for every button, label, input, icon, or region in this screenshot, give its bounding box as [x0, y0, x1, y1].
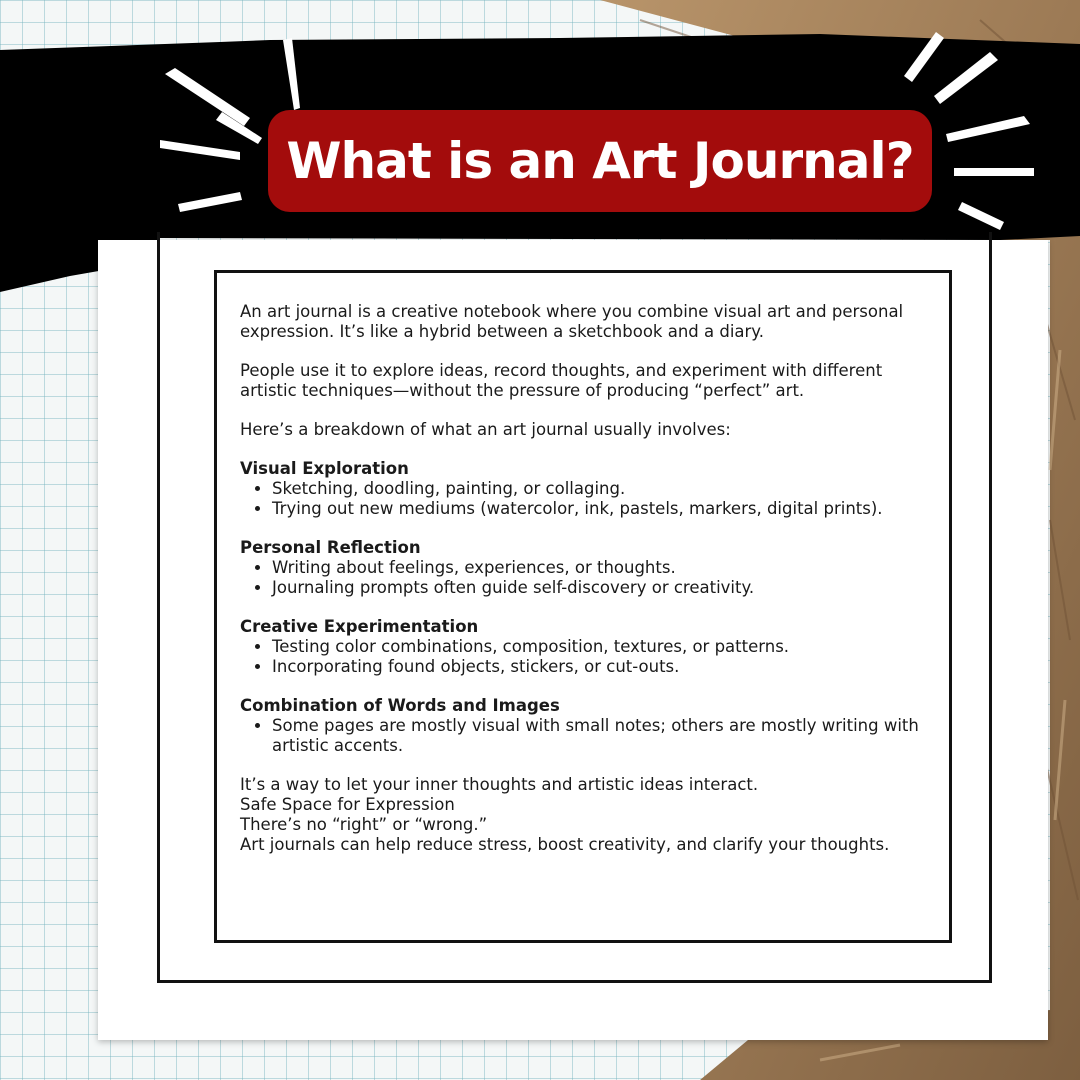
- intro-paragraph: Here’s a breakdown of what an art journal usually involves:: [240, 420, 731, 439]
- intro-paragraph: An art journal is a creative notebook where you combine visual art and personal expression. It’s like a hybrid between a sketchbook and a diary.: [240, 302, 904, 341]
- bullet-list: [240, 479, 930, 519]
- article-body: [240, 302, 930, 855]
- bullet-list: [240, 716, 930, 756]
- closing-line: It’s a way to let your inner thoughts and artistic ideas interact.: [240, 775, 759, 794]
- list-item: • Journaling prompts often guide self-discovery or creativity.: [272, 578, 930, 598]
- section-heading: Personal Reflection: [240, 538, 421, 557]
- closing-line: Safe Space for Expression: [240, 795, 455, 814]
- closing-text: [240, 775, 930, 855]
- list-item: • Some pages are mostly visual with small notes; others are mostly writing with artistic accents.: [272, 716, 930, 756]
- bullet-list: [240, 558, 930, 598]
- section-creative-experimentation: [240, 617, 930, 677]
- list-item: • Incorporating found objects, stickers, or cut-outs.: [272, 657, 930, 677]
- section-visual-exploration: [240, 459, 930, 519]
- section-heading: Combination of Words and Images: [240, 696, 560, 715]
- section-words-and-images: [240, 696, 930, 756]
- closing-line: Art journals can help reduce stress, boost creativity, and clarify your thoughts.: [240, 835, 890, 854]
- title-banner: [268, 110, 932, 212]
- list-item: • Writing about feelings, experiences, or thoughts.: [272, 558, 930, 578]
- intro-paragraph: People use it to explore ideas, record thoughts, and experiment with different artistic techniques—without the pressure of producing “perfect” art.: [240, 361, 883, 400]
- list-item: • Testing color combinations, composition, textures, or patterns.: [272, 637, 930, 657]
- section-personal-reflection: [240, 538, 930, 598]
- bullet-list: [240, 637, 930, 677]
- list-item: • Sketching, doodling, painting, or collaging.: [272, 479, 930, 499]
- list-item: • Trying out new mediums (watercolor, ink, pastels, markers, digital prints).: [272, 499, 930, 519]
- page-title: What is an Art Journal?: [286, 132, 914, 190]
- section-heading: Visual Exploration: [240, 459, 409, 478]
- closing-line: There’s no “right” or “wrong.”: [240, 815, 488, 834]
- section-heading: Creative Experimentation: [240, 617, 479, 636]
